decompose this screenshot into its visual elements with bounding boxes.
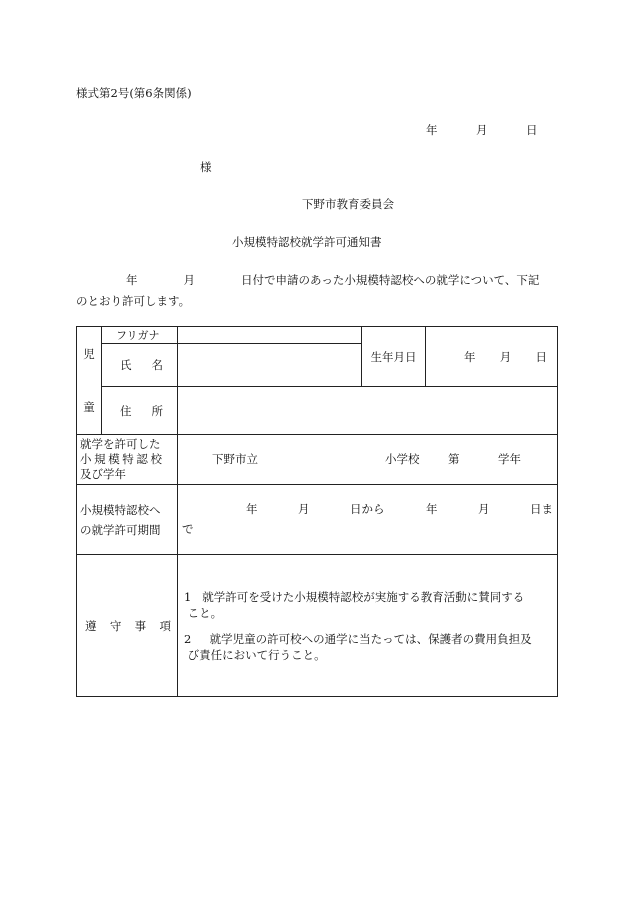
paragraph-line2: のとおり許可します。	[76, 294, 191, 308]
furigana-label-cell	[102, 327, 178, 344]
birth-label-cell	[362, 327, 426, 387]
school-label-cell	[77, 435, 178, 485]
birth-month-label: 月	[499, 349, 512, 364]
period-year-2: 年	[426, 501, 438, 516]
addressee-suffix: 様	[200, 160, 212, 174]
school-suffix-label: 小学校	[385, 451, 420, 466]
period-label-2: の就学許可期間	[80, 522, 161, 537]
period-year-1: 年	[246, 501, 258, 516]
document-title: 小規模特認校就学許可通知書	[232, 235, 382, 249]
paragraph-year: 年	[126, 273, 138, 287]
rule-text-1a: 就学許可を受けた小規模特認校が実施する教育活動に賛同する	[202, 589, 525, 604]
school-label-2: 小規模特認校	[80, 452, 165, 466]
period-until-label: 日ま	[530, 501, 553, 516]
rule-text-2a: 就学児童の許可校への通学に当たっては、保護者の費用負担及	[209, 631, 532, 646]
furigana-field[interactable]	[178, 327, 362, 344]
date-year-label: 年	[426, 123, 438, 137]
child-label-2: 童	[83, 399, 95, 414]
rules-label-3: 事	[134, 618, 147, 633]
rules-label-cell	[77, 555, 178, 697]
rule-text-2b: び責任において行うこと。	[187, 647, 326, 662]
rule-text-1b: こと。	[187, 605, 223, 620]
date-day-label: 日	[526, 123, 538, 137]
city-label: 下野市立	[212, 451, 258, 466]
rule-num-2: 2	[184, 631, 192, 646]
permission-table	[76, 326, 558, 697]
school-field[interactable]	[178, 435, 558, 485]
birth-day-label: 日	[535, 349, 547, 364]
period-label-1: 小規模特認校へ	[80, 502, 161, 517]
rules-label-4: 項	[159, 618, 171, 633]
address-label-cell	[102, 387, 178, 435]
rule-item-2	[178, 631, 553, 663]
child-label-cell	[77, 327, 102, 435]
issuer-name: 下野市教育委員会	[302, 197, 394, 211]
notice-paragraph	[76, 270, 556, 312]
address-label-1: 住	[120, 403, 132, 418]
period-month-2: 月	[478, 501, 490, 516]
name-label-cell	[102, 344, 178, 387]
period-from-label: 日から	[350, 501, 385, 516]
furigana-label: フリガナ	[116, 329, 160, 342]
address-label-2: 所	[151, 403, 163, 418]
period-until-wrap: で	[182, 521, 194, 536]
period-label-cell	[77, 485, 178, 555]
name-label-1: 氏	[120, 358, 132, 372]
school-label-3: 及び学年	[80, 467, 126, 481]
grade-prefix-label: 第	[448, 451, 460, 466]
name-field[interactable]	[178, 344, 362, 387]
period-month-1: 月	[298, 501, 310, 516]
form-number: 様式第2号(第6条関係)	[76, 86, 192, 100]
rule-num-1: 1	[184, 589, 192, 604]
child-label-1: 児	[83, 347, 95, 362]
birth-date-field[interactable]	[426, 327, 558, 387]
period-field[interactable]	[178, 485, 558, 555]
rules-label-1: 遵	[85, 618, 97, 633]
date-month-label: 月	[476, 123, 488, 137]
rule-item-1	[178, 589, 553, 621]
name-label-2: 名	[151, 358, 163, 372]
birth-year-label: 年	[464, 349, 476, 364]
address-field[interactable]	[178, 387, 558, 435]
rules-content-cell	[178, 555, 558, 697]
paragraph-line1: 日付で申請のあった小規模特認校への就学について、下記	[241, 273, 540, 287]
grade-suffix-label: 学年	[498, 451, 521, 466]
paragraph-month: 月	[183, 273, 195, 287]
rules-label-2: 守	[109, 618, 122, 633]
school-label-1: 就学を許可した	[80, 437, 161, 451]
birth-label: 生年月日	[370, 349, 417, 364]
